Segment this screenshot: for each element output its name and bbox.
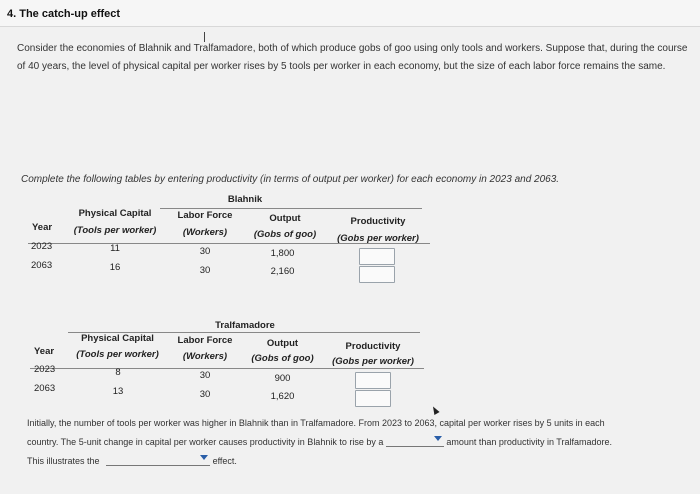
tralfamadore-col-labor: Labor Force — [177, 335, 233, 346]
question-title: 4. The catch-up effect — [7, 8, 121, 20]
blahnik-col-productivity-unit: (Gobs per worker) — [337, 233, 419, 244]
tralfamadore-col-output-unit: (Gobs of goo) — [251, 353, 314, 364]
blahnik-row-2063-labor: 30 — [199, 265, 211, 276]
tralfamadore-row-2023-year: 2023 — [34, 364, 56, 375]
question-header — [0, 0, 700, 27]
blahnik-col-output: Output — [269, 213, 301, 224]
tralfamadore-row-2063-year: 2063 — [34, 383, 56, 394]
blahnik-col-labor-unit: (Workers) — [182, 227, 228, 238]
tralfamadore-header-rule — [30, 368, 424, 369]
intro-paragraph: Consider the economies of Blahnik and Tralfamadore, both of which produce gobs of goo using only tools and workers. Suppose that, during the course of 40 years, the level of physical capital per worker rises by 5 tools per worker in each economy, but the size of each labor force remains the same. — [17, 43, 688, 72]
blahnik-col-capital: Physical Capital — [78, 208, 152, 219]
tralfamadore-2023-productivity-input[interactable] — [355, 372, 391, 389]
conclusion-line-2-start: country. The 5-unit change in capital per worker causes productivity in Blahnik to rise by a — [27, 437, 384, 447]
tralfamadore-col-productivity-unit: (Gobs per worker) — [332, 356, 414, 367]
blahnik-col-year: Year — [32, 222, 53, 233]
tralfamadore-row-2023-output: 900 — [274, 373, 291, 384]
blahnik-row-2063-year: 2063 — [31, 260, 53, 271]
blahnik-header-rule — [28, 243, 430, 244]
blahnik-2063-productivity-input[interactable] — [359, 266, 395, 283]
mouse-pointer-icon — [430, 405, 439, 415]
tralfamadore-row-2063-labor: 30 — [199, 389, 211, 400]
blahnik-row-2063-output: 2,160 — [270, 266, 295, 277]
blahnik-col-output-unit: (Gobs of goo) — [253, 229, 317, 240]
tralfamadore-table-title: Tralfamadore — [215, 320, 275, 331]
tralfamadore-col-capital-unit: (Tools per worker) — [76, 349, 159, 360]
chevron-down-icon — [200, 455, 208, 460]
tralfamadore-col-year: Year — [34, 346, 55, 357]
conclusion-line-2 — [27, 434, 687, 447]
tralfamadore-col-capital: Physical Capital — [81, 333, 154, 344]
tralfamadore-row-2063-output: 1,620 — [270, 391, 295, 402]
conclusion-line-3-end: effect. — [212, 456, 237, 466]
conclusion-line-2-end: amount than productivity in Tralfamadore. — [446, 437, 612, 447]
conclusion-line-3-start: This illustrates the — [27, 456, 100, 466]
blahnik-col-productivity: Productivity — [350, 216, 406, 227]
tralfamadore-col-output: Output — [266, 338, 299, 349]
blahnik-col-labor: Labor Force — [177, 210, 233, 221]
blahnik-row-2023-year: 2023 — [31, 241, 53, 252]
instructions-text: Complete the following tables by entering productivity (in terms of output per worker) for each economy in 2023 and 2063. — [21, 174, 560, 185]
chevron-down-icon — [434, 436, 442, 441]
blahnik-2023-productivity-input[interactable] — [359, 248, 395, 265]
productivity-change-dropdown[interactable] — [386, 434, 444, 447]
blahnik-col-capital-unit: (Tools per worker) — [73, 225, 157, 236]
tralfamadore-row-2063-capital: 13 — [112, 386, 124, 397]
blahnik-row-2023-capital: 11 — [110, 243, 120, 254]
tralfamadore-2063-productivity-input[interactable] — [355, 390, 391, 407]
tralfamadore-row-2023-capital: 8 — [115, 367, 121, 378]
blahnik-title-rule — [160, 208, 422, 209]
tralfamadore-col-productivity: Productivity — [345, 341, 401, 352]
blahnik-row-2023-output: 1,800 — [270, 248, 295, 259]
conclusion-line-3 — [27, 453, 687, 466]
effect-type-dropdown[interactable] — [106, 453, 210, 466]
conclusion-line-1: Initially, the number of tools per worker was higher in Blahnik than in Tralfamadore. From 2023 to 2063, capital per worker rises by 5 units in each — [27, 418, 605, 428]
blahnik-row-2063-capital: 16 — [109, 262, 121, 273]
tralfamadore-col-labor-unit: (Workers) — [182, 351, 228, 362]
tralfamadore-row-2023-labor: 30 — [199, 370, 211, 381]
blahnik-table-title: Blahnik — [227, 194, 263, 205]
blahnik-row-2023-labor: 30 — [199, 246, 211, 257]
